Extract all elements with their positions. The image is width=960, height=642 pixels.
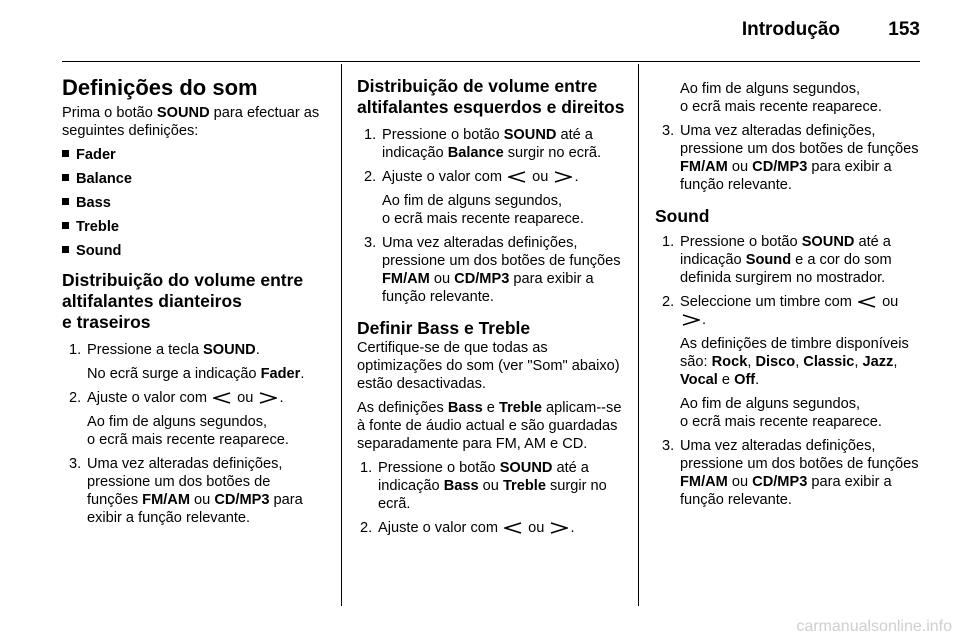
list-item: 1. Pressione a tecla SOUND. No ecrã surge a indicação Fader. <box>69 342 305 382</box>
watermark: carmanualsonline.info <box>796 618 952 635</box>
balance-heading: Distribuição de volume entre altifalantes esquerdos e direitos <box>357 76 625 117</box>
continued-text: Ao fim de alguns segundos, o ecrã mais recente reaparece. <box>680 81 882 115</box>
continued-steps <box>655 122 923 194</box>
arrow-right-icon <box>682 314 700 326</box>
arrow-right-icon <box>550 522 568 534</box>
fader-heading: Distribuição do volume entre altifalantes dianteiros e traseiros <box>62 270 304 332</box>
list-item: 3. Uma vez alteradas definições, pressione um dos botões de funções FM/AM ou CD/MP3 para exibir a função relevante. <box>364 235 621 305</box>
list-item: 2. Ajuste o valor com ou . Ao fim de alguns segundos, o ecrã mais recente reaparece. <box>69 390 289 448</box>
header-rule <box>62 61 920 62</box>
column-1 <box>62 76 324 533</box>
list-item: Sound <box>62 242 324 260</box>
arrow-right-icon <box>554 171 572 183</box>
arrow-right-icon <box>259 392 277 404</box>
list-item: 3. Uma vez alteradas definições, pressione um dos botões de funções FM/AM ou CD/MP3 para exibir a função relevante. <box>662 123 919 193</box>
list-item: Fader <box>62 146 324 164</box>
column-3 <box>655 80 923 515</box>
balance-steps <box>357 126 625 306</box>
arrow-left-icon <box>508 171 526 183</box>
column-divider-2 <box>638 64 639 606</box>
bass-treble-steps <box>353 459 625 537</box>
sound-steps <box>655 233 923 509</box>
intro-paragraph: Prima o botão SOUND para efectuar as seguintes definições: <box>62 105 320 139</box>
list-item: 1. Pressione o botão SOUND até a indicação Sound e a cor do som definida surgirem no mostrador. <box>662 234 892 286</box>
list-item: Bass <box>62 194 324 212</box>
sound-heading: Sound <box>655 206 710 226</box>
list-item: Treble <box>62 218 324 236</box>
settings-list <box>62 146 324 260</box>
arrow-left-icon <box>858 296 876 308</box>
list-item: 1. Pressione o botão SOUND até a indicação Bass ou Treble surgir no ecrã. <box>360 460 607 512</box>
list-item: 2. Seleccione um timbre com ou . As definições de timbre disponíveis são: Rock, Disco, Classic, Jazz, Vocal e Off. Ao fim de alguns segundos, o ecrã mais recente reaparece. <box>662 294 909 430</box>
list-item: Balance <box>62 170 324 188</box>
bass-treble-note: Certifique-se de que todas as optimizações do som (ver "Som" abaixo) estão desactivadas. <box>357 340 620 392</box>
fader-steps <box>62 341 324 527</box>
column-divider-1 <box>341 64 342 606</box>
page-number: 153 <box>888 19 920 40</box>
section-title: Introdução <box>741 19 840 40</box>
list-item: 2. Ajuste o valor com ou . Ao fim de alguns segundos, o ecrã mais recente reaparece. <box>364 169 584 227</box>
list-item: 3. Uma vez alteradas definições, pressione um dos botões de funções FM/AM ou CD/MP3 para exibir a função relevante. <box>69 456 303 526</box>
bass-treble-heading: Definir Bass e Treble <box>357 318 531 338</box>
page-header <box>0 0 960 50</box>
main-heading: Definições do som <box>62 75 258 100</box>
list-item: 1. Pressione o botão SOUND até a indicação Balance surgir no ecrã. <box>364 127 602 161</box>
arrow-left-icon <box>213 392 231 404</box>
arrow-left-icon <box>504 522 522 534</box>
list-item: 3. Uma vez alteradas definições, pressione um dos botões de funções FM/AM ou CD/MP3 para exibir a função relevante. <box>662 438 919 508</box>
column-2 <box>357 76 625 543</box>
list-item: 2. Ajuste o valor com ou . <box>360 520 575 536</box>
bass-treble-description: As definições Bass e Treble aplicam--se à fonte de áudio actual e são guardadas separadamente para FM, AM e CD. <box>357 400 622 452</box>
